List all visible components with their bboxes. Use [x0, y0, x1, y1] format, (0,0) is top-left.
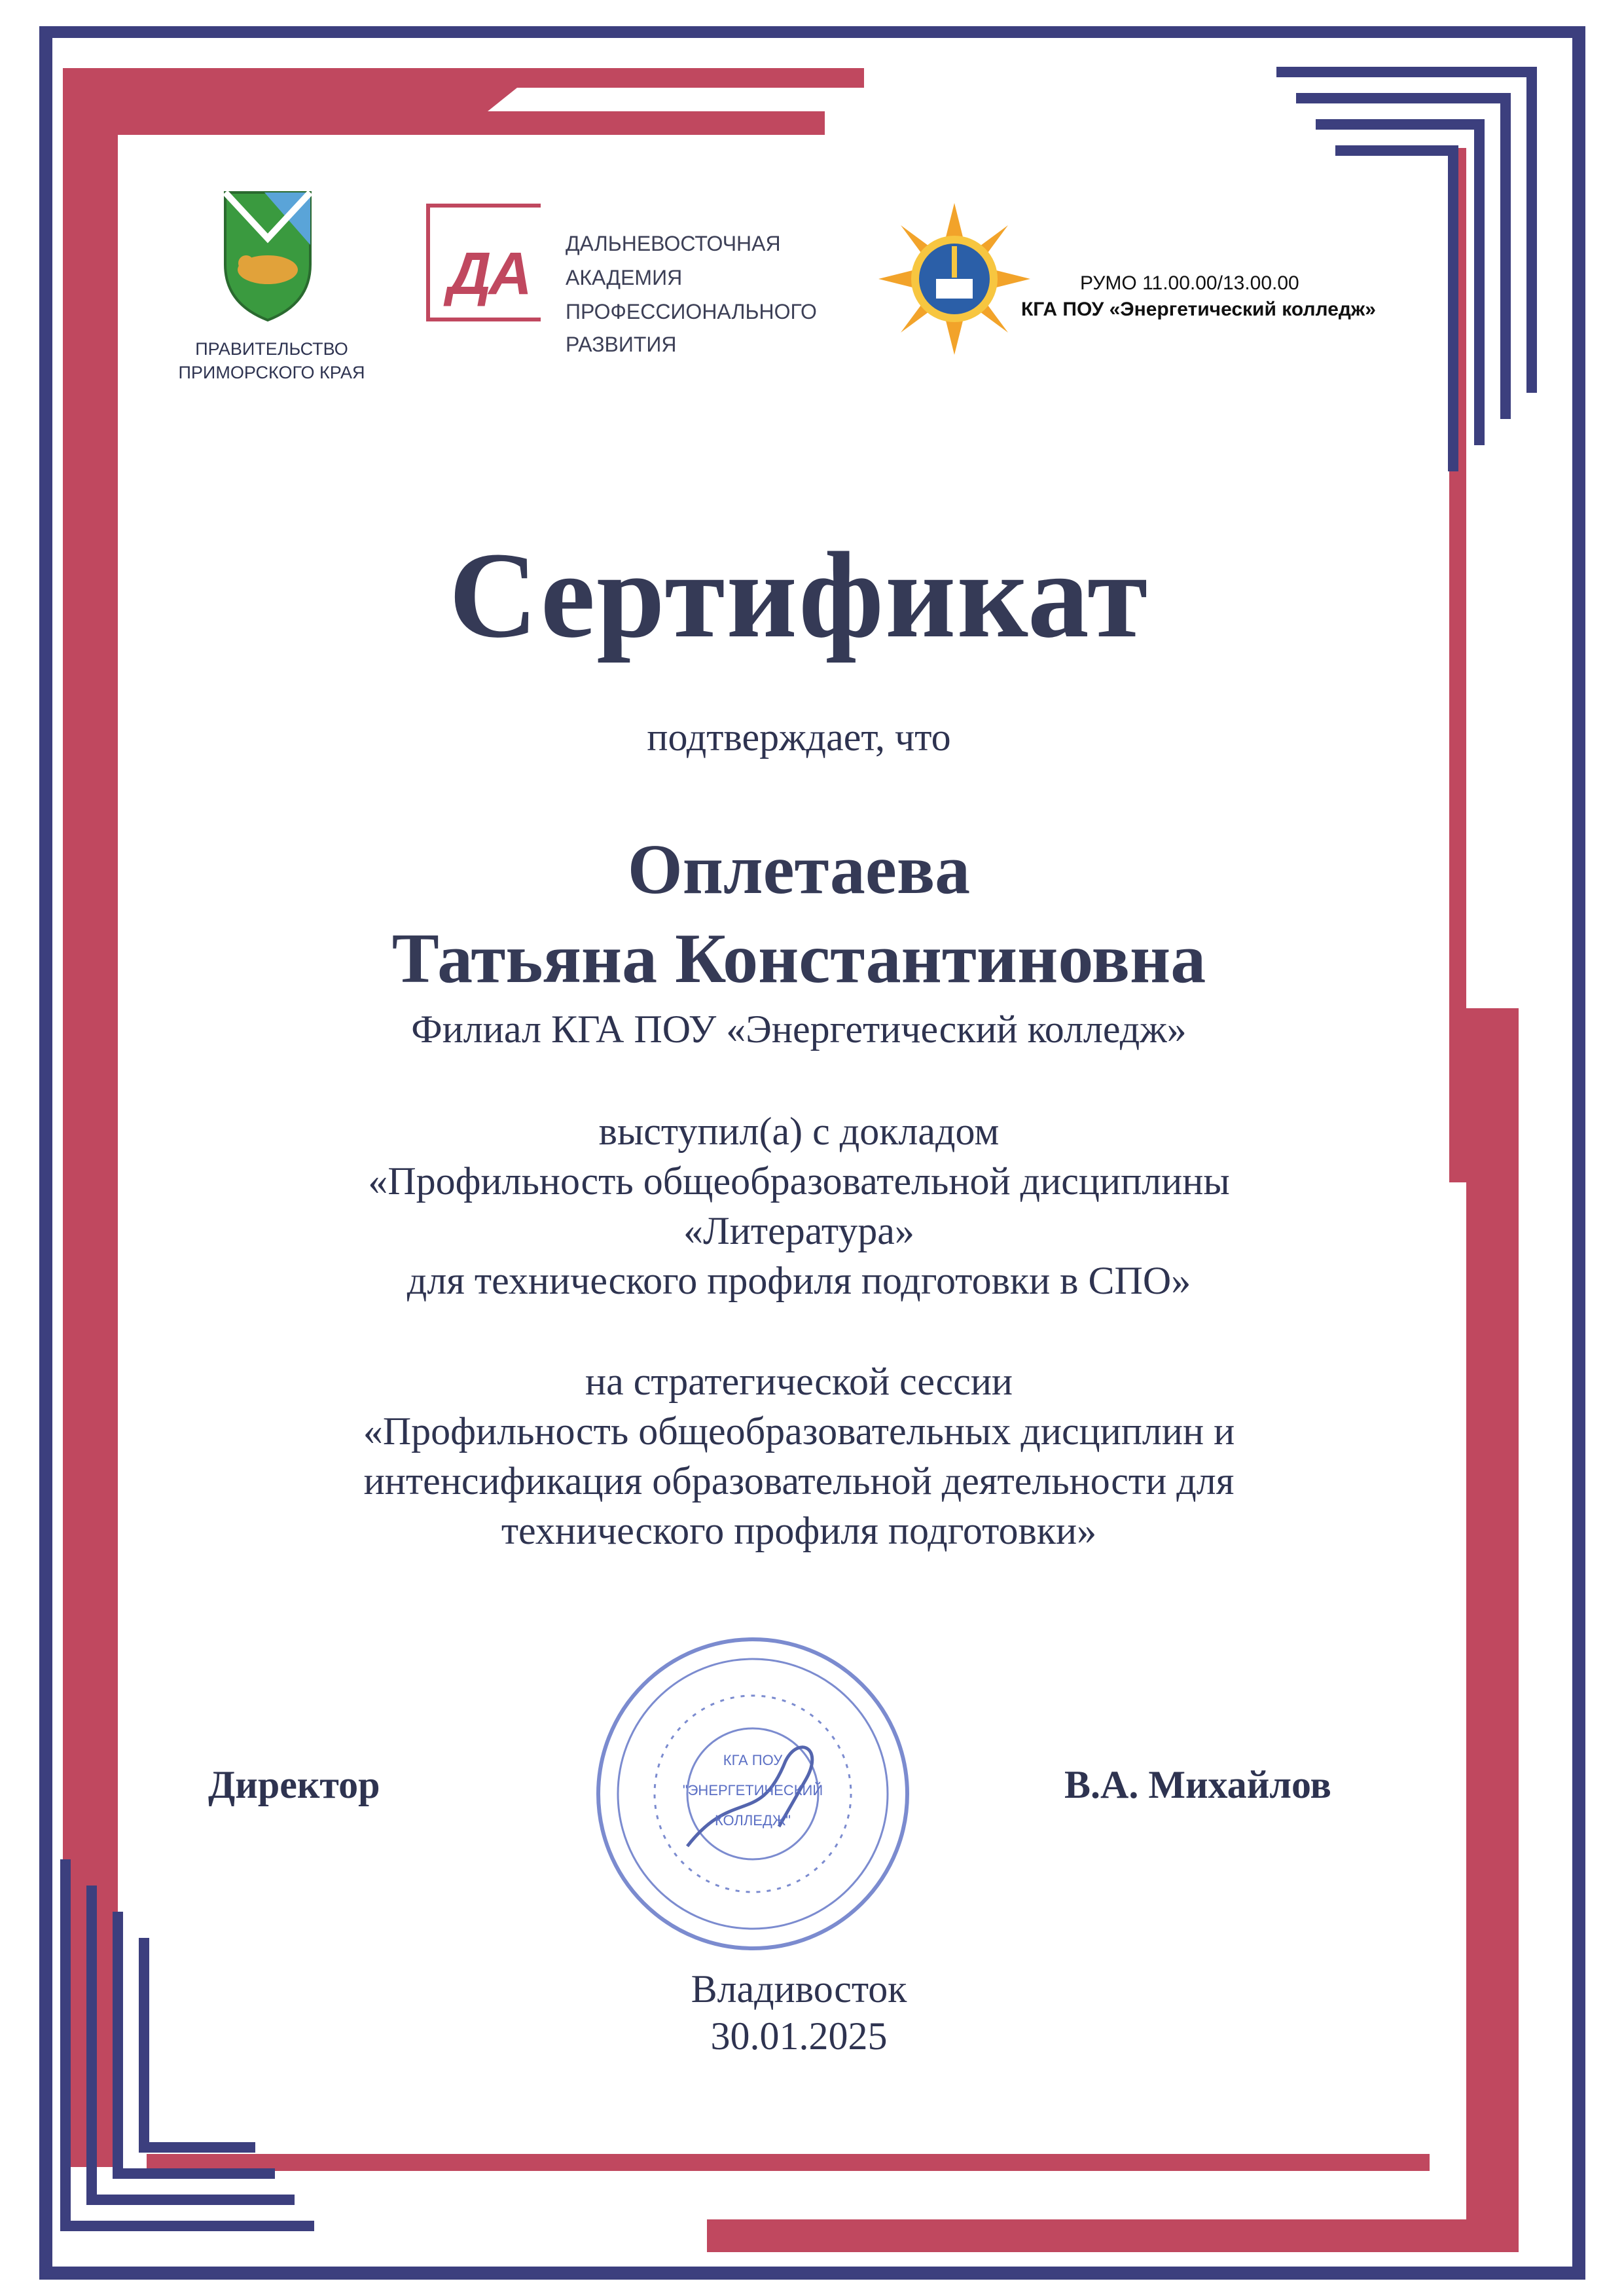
- academy-name-line3: ПРОФЕССИОНАЛЬНОГО: [566, 300, 817, 323]
- government-name-line2: ПРИМОРСКОГО КРАЯ: [178, 363, 365, 382]
- recipient-given-names: Татьяна Константиновна: [391, 920, 1206, 998]
- rumo-code: РУМО 11.00.00/13.00.00: [1080, 272, 1299, 294]
- session-title-line3: технического профиля подготовки»: [501, 1509, 1097, 1552]
- red-strip-bottom: [147, 2154, 1430, 2171]
- official-stamp: [589, 1630, 916, 1958]
- government-logo: [170, 186, 373, 395]
- academy-logo: [423, 196, 842, 360]
- session-title-line2: интенсификация образовательной деятельности для: [363, 1459, 1235, 1503]
- rumo-college-name: КГА ПОУ «Энергетический колледж»: [1021, 299, 1376, 320]
- report-intro: выступил(а) с докладом: [598, 1110, 1000, 1153]
- certificate-title: Сертификат: [448, 526, 1149, 663]
- issue-city: Владивосток: [691, 1967, 907, 2011]
- session-title-line1: «Профильность общеобразовательных дисциплин и: [363, 1410, 1235, 1453]
- session-intro: на стратегической сессии: [585, 1360, 1013, 1403]
- stamp-center-line1: КГА ПОУ: [723, 1752, 783, 1768]
- sun-emblem-icon: [876, 200, 1033, 357]
- academy-name-line4: РАЗВИТИЯ: [566, 333, 677, 356]
- confirms-text: подтверждает, что: [647, 716, 951, 759]
- recipient-surname: Оплетаева: [627, 831, 971, 909]
- academy-name-line1: ДАЛЬНЕВОСТОЧНАЯ: [566, 232, 781, 255]
- stamp-center-line2: "ЭНЕРГЕТИЧЕСКИЙ: [682, 1782, 823, 1798]
- report-title-line1: «Профильность общеобразовательной дисциплины: [368, 1159, 1230, 1203]
- academy-mark: ДА: [448, 240, 530, 307]
- signatory-name: В.А. Михайлов: [1064, 1763, 1331, 1806]
- stamp-center-line3: КОЛЛЕДЖ": [714, 1812, 791, 1829]
- coat-of-arms-icon: [219, 186, 317, 323]
- issue-date: 30.01.2025: [710, 2014, 888, 2058]
- recipient-affiliation: Филиал КГА ПОУ «Энергетический колледж»: [411, 1008, 1187, 1051]
- academy-name-line2: АКАДЕМИЯ: [566, 266, 683, 289]
- signatory-position: Директор: [208, 1763, 380, 1806]
- rumo-logo: [876, 200, 1413, 364]
- report-title-line3: для технического профиля подготовки в СПО»: [406, 1259, 1191, 1302]
- government-name-line1: ПРАВИТЕЛЬСТВО: [195, 339, 348, 359]
- report-title-line2: «Литература»: [683, 1209, 914, 1252]
